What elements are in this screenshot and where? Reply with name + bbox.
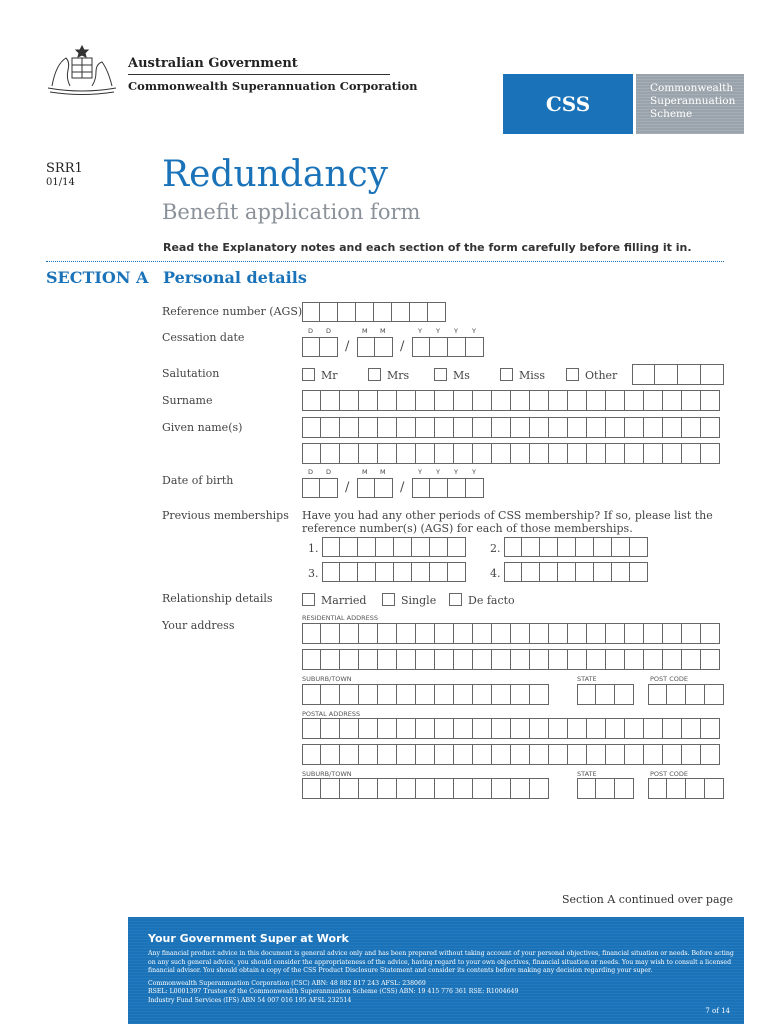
residential-address-caption: RESIDENTIAL ADDRESS bbox=[302, 614, 378, 622]
scheme-line: Superannuation bbox=[650, 95, 736, 107]
cessation-date-label: Cessation date bbox=[162, 331, 245, 344]
salutation-miss-checkbox[interactable] bbox=[500, 368, 513, 381]
residential-address-line2[interactable] bbox=[302, 649, 720, 670]
relationship-option-label: Single bbox=[401, 594, 437, 607]
membership-number: 3. bbox=[308, 567, 319, 580]
membership-4-input[interactable] bbox=[504, 562, 648, 582]
page-number: 7 of 14 bbox=[705, 1007, 730, 1015]
salutation-option-label: Miss bbox=[519, 369, 546, 382]
form-code: SRR1 bbox=[46, 161, 83, 176]
given-names-label: Given name(s) bbox=[162, 421, 243, 434]
footer-corp-line: Industry Fund Services (IFS) ABN 54 007 016 195 AFSL 232514 bbox=[148, 996, 352, 1004]
postcode-caption: POST CODE bbox=[650, 675, 688, 683]
footer-corp-line: RSEL: L0001397 Trustee of the Commonwealth Superannuation Scheme (CSS) ABN: 19 415 776 361 RSE: R1004649 bbox=[148, 988, 519, 996]
relationship-defacto-checkbox[interactable] bbox=[449, 593, 462, 606]
your-address-label: Your address bbox=[162, 619, 235, 632]
suburb-caption: SUBURB/TOWN bbox=[302, 770, 352, 778]
given-names-input-line2[interactable] bbox=[302, 443, 720, 464]
postal-postcode-input[interactable] bbox=[648, 778, 724, 799]
section-number: SECTION A bbox=[46, 268, 149, 287]
given-names-input-line1[interactable] bbox=[302, 417, 720, 438]
reference-number-label: Reference number (AGS) bbox=[162, 305, 303, 318]
postal-state-input[interactable] bbox=[577, 778, 634, 799]
salutation-ms-checkbox[interactable] bbox=[434, 368, 447, 381]
residential-address-line1[interactable] bbox=[302, 623, 720, 644]
salutation-other-input[interactable] bbox=[632, 364, 724, 385]
surname-label: Surname bbox=[162, 394, 213, 407]
postal-address-line1[interactable] bbox=[302, 718, 720, 739]
date-separator: / bbox=[400, 480, 405, 495]
salutation-other-checkbox[interactable] bbox=[566, 368, 579, 381]
postcode-caption: POST CODE bbox=[650, 770, 688, 778]
membership-1-input[interactable] bbox=[322, 537, 466, 557]
coat-of-arms-logo bbox=[44, 42, 120, 96]
continued-note: Section A continued over page bbox=[562, 893, 734, 906]
header-divider bbox=[128, 74, 390, 75]
salutation-mrs-checkbox[interactable] bbox=[368, 368, 381, 381]
scheme-name-panel bbox=[636, 74, 744, 134]
state-caption: STATE bbox=[577, 675, 597, 683]
footer-panel bbox=[128, 917, 744, 1024]
dob-year-input[interactable] bbox=[412, 478, 484, 498]
date-separator: / bbox=[345, 480, 350, 495]
residential-suburb-input[interactable] bbox=[302, 684, 549, 705]
membership-number: 2. bbox=[490, 542, 501, 555]
cessation-year-input[interactable] bbox=[412, 337, 484, 357]
suburb-caption: SUBURB/TOWN bbox=[302, 675, 352, 683]
relationship-single-checkbox[interactable] bbox=[382, 593, 395, 606]
css-logo: CSS bbox=[503, 74, 633, 134]
salutation-mr-checkbox[interactable] bbox=[302, 368, 315, 381]
salutation-option-label: Other bbox=[585, 369, 618, 382]
footer-disclaimer: Any financial product advice in this document is general advice only and has been prepared without taking account of your personal objectives, financial situation or needs. Before acting on any such general advice, you should consider the appropriateness of the advice, having regard to your own objectives, financial situation or needs. You may wish to consult a licensed financial advisor. You should obtain a copy of the CSS Product Disclosure Statement and consider its contents before making any decision regarding your super. bbox=[148, 950, 734, 975]
date-separator: / bbox=[345, 339, 350, 354]
postal-suburb-input[interactable] bbox=[302, 778, 549, 799]
dob-day-input[interactable] bbox=[302, 478, 338, 498]
previous-memberships-label: Previous memberships bbox=[162, 509, 289, 522]
scheme-line: Commonwealth bbox=[650, 82, 734, 94]
footer-corp-line: Commonwealth Superannuation Corporation (CSC) ABN: 48 882 817 243 AFSL: 238069 bbox=[148, 979, 426, 987]
date-of-birth-label: Date of birth bbox=[162, 474, 234, 487]
dob-month-input[interactable] bbox=[357, 478, 393, 498]
form-version-date: 01/14 bbox=[46, 177, 75, 188]
page-subtitle: Benefit application form bbox=[162, 200, 421, 224]
membership-number: 1. bbox=[308, 542, 319, 555]
relationship-option-label: De facto bbox=[468, 594, 515, 607]
postal-address-caption: POSTAL ADDRESS bbox=[302, 710, 361, 718]
surname-input[interactable] bbox=[302, 390, 720, 411]
relationship-details-label: Relationship details bbox=[162, 592, 273, 605]
instructions-text: Read the Explanatory notes and each section of the form carefully before filling it in. bbox=[163, 241, 692, 254]
salutation-option-label: Mr bbox=[321, 369, 338, 382]
membership-3-input[interactable] bbox=[322, 562, 466, 582]
postal-address-line2[interactable] bbox=[302, 744, 720, 765]
salutation-option-label: Ms bbox=[453, 369, 470, 382]
section-title: Personal details bbox=[163, 268, 307, 287]
dotted-divider bbox=[46, 261, 724, 262]
page-title: Redundancy bbox=[162, 154, 389, 195]
government-title: Australian Government bbox=[128, 56, 298, 71]
date-separator: / bbox=[400, 339, 405, 354]
salutation-option-label: Mrs bbox=[387, 369, 410, 382]
residential-state-input[interactable] bbox=[577, 684, 634, 705]
cessation-day-input[interactable] bbox=[302, 337, 338, 357]
previous-memberships-question: Have you had any other periods of CSS membership? If so, please list the reference number(s) (AGS) for each of those memberships. bbox=[302, 509, 713, 535]
footer-title: Your Government Super at Work bbox=[148, 932, 349, 945]
cessation-month-input[interactable] bbox=[357, 337, 393, 357]
corporation-name: Commonwealth Superannuation Corporation bbox=[128, 79, 418, 93]
reference-number-input[interactable] bbox=[302, 302, 446, 322]
membership-number: 4. bbox=[490, 567, 501, 580]
salutation-label: Salutation bbox=[162, 367, 220, 380]
membership-2-input[interactable] bbox=[504, 537, 648, 557]
scheme-line: Scheme bbox=[650, 108, 693, 120]
relationship-option-label: Married bbox=[321, 594, 367, 607]
state-caption: STATE bbox=[577, 770, 597, 778]
residential-postcode-input[interactable] bbox=[648, 684, 724, 705]
relationship-married-checkbox[interactable] bbox=[302, 593, 315, 606]
